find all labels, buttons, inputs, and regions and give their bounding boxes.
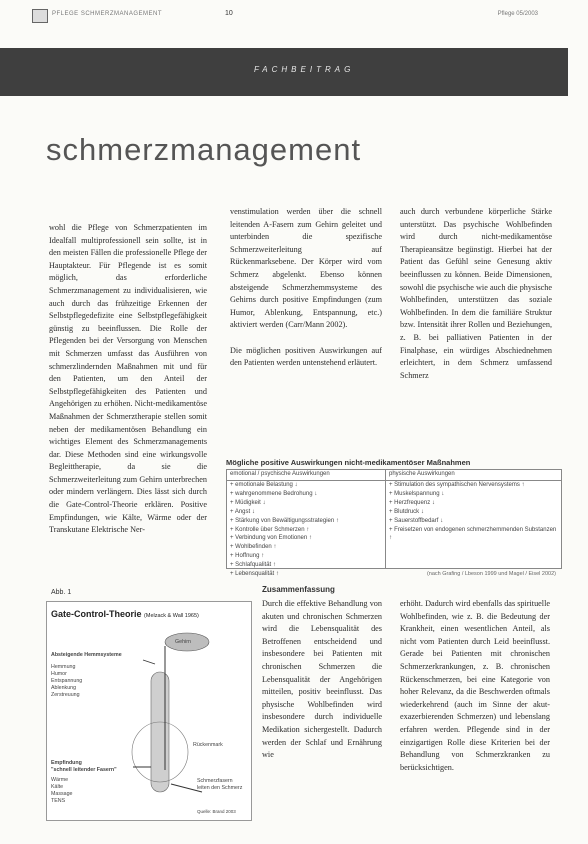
descending-arrow xyxy=(143,660,155,664)
table-right-header: physische Auswirkungen xyxy=(389,471,455,477)
magazine-logo xyxy=(32,9,48,23)
body-column-2: venstimulation werden über die schnell leitenden A-Fasern zum Gehirn geleitet und unterbinden die spezifische Schmerzweiterleitung auf Rückenmarksebene. Der Körper wird vom Schmerz abgelenkt. Ebenso können absteigende Schmerzhemmsysteme des Gehirns durch positive Empfindungen (zum Humor, Ablenkung, Entspannung, etc.) aktiviert werden (Carr/Mann 2002). Die möglichen positiven Auswirkungen auf den Patienten werden untenstehend erläutert. xyxy=(230,207,382,368)
table-right-items xyxy=(389,481,557,543)
figure-label: Abb. 1 xyxy=(51,589,72,596)
body-column-3: auch durch verbundene körperliche Stärke unterstützt. Das psychische Wohlbefinden wird durch nicht-medikamentöse Therapieansätze begünstigt. Hierbei hat der Patient das Gefühl seine Genesung aktiv beeinflussen zu können. Beide Dimensionen, sowohl die psychische wie auch die physische Wohlbefinden, unterstützen das soziale Wohlbefinden. In dem die familiäre Struktur bzw. Intensität ihrer Rollen und Beziehungen, z. B. bei palliativen Patienten in der Finalphase, ein würdiges Abschiednehmen erleichtert, in dem Schmerz umfassend Schmerz xyxy=(400,207,552,380)
figure-credit: Quelle: Brand 2003 xyxy=(197,809,236,814)
gate-control-figure xyxy=(46,589,252,821)
right-item: + Stimulation des sympathischen Nervensystems ↑ xyxy=(389,481,557,490)
left-item: + Verbindung von Emotionen ↑ xyxy=(230,534,382,543)
left-item: + emotionale Belastung ↓ xyxy=(230,481,382,490)
right-item: + Freisetzen von endogenen schmerzhemmenden Substanzen ↑ xyxy=(389,526,557,544)
summary-heading: Zusammenfassung xyxy=(262,585,335,594)
left-item: + wahrgenommene Bedrohung ↓ xyxy=(230,490,382,499)
page-header xyxy=(20,8,568,22)
spinal-cord-shape xyxy=(151,672,169,792)
descending-items: Hemmung Humor Entspannung Ablenkung Zerstreuung xyxy=(51,664,83,698)
fast-fiber-heading: Empfindung "schnell leitender Fasern" xyxy=(51,760,117,773)
figure-title-text: Gate-Control-Theorie xyxy=(51,609,142,619)
table-right-column xyxy=(389,471,557,543)
effects-table xyxy=(226,458,562,580)
table-source: (nach Grafing / Lbeson 1999 und Magel / Eisel 2002) xyxy=(426,571,556,577)
right-item: + Sauerstoffbedarf ↓ xyxy=(389,517,557,526)
left-item: + Stärkung von Bewältigungsstrategien ↑ xyxy=(230,517,382,526)
left-item: + Schlafqualität ↑ xyxy=(230,561,382,570)
body-column-1: wohl die Pflege von Schmerzpatienten im Idealfall multiprofessionell sein sollte, ist in den meisten Fällen die professionelle Pflege der Hauptakteur. Für Pflegende ist es somit möglich, das erforderliche Schmerzmanagement zu individualisieren, wie auch durch das frühzeitige Erkennen der Selbstpflegedefizite eine Selbstpflegefähigkeit günstig zu beeinflussen. Die Rolle der Pflegenden bei der Versorgung von Menschen mit Schmerzen umfasst das Ausführen von schmerzlindernden Maßnahmen mit und für den Patienten, um den Anteil der Selbstpflegefähigkeiten des Patienten und Angehörigen zu erhöhen. Nicht-medikamentöse Maßnahmen der Schmerztherapie stellen somit neben der medikamentösen Behandlung ein wichtiges Element des Schmerzmanagements dar. Diese Methoden sind eine wirkungsvolle Begleittherapie, da sie die Schmerzweiterleitung zum Gehirn unterbrechen oder mindern verlängern. Dies lässt sich durch die Gate-Control-Theorie erklären. Positive Empfindungen, wie Kälte, Wärme oder der Transkutane Elektrische Ner- xyxy=(49,223,207,535)
left-item: + Lebensqualität ↑ xyxy=(230,570,382,579)
table-title: Mögliche positive Auswirkungen nicht-medikamentöser Maßnahmen xyxy=(226,458,471,467)
table-left-column xyxy=(230,471,382,579)
descending-heading: Absteigende Hemmsysteme xyxy=(51,652,122,658)
page-number: 10 xyxy=(225,10,233,17)
table-left-header: emotional / psychische Auswirkungen xyxy=(230,471,330,477)
category-label: FACHBEITRAG xyxy=(254,65,355,74)
pain-fiber-label: Schmerzfasern leiten den Schmerz xyxy=(197,778,243,791)
body-column-2b: Durch die effektive Behandlung von akuten und chronischen Schmerzen wird die Lebensqualität des Betroffenen entscheidend und insbesondere bei Patienten mit chronischen Schmerzen die Lebensqualität der Angehörigen mitteilen, positiv beeinflusst. Das physische Wohlbefinden wird insbesondere durch individuelle Medikation sichergestellt. Dadurch werden der Schlaf und Ernährung wie xyxy=(262,599,382,760)
left-item: + Hoffnung ↑ xyxy=(230,552,382,561)
spinal-cord-label: Rückenmark xyxy=(193,742,223,748)
table-left-items xyxy=(230,481,382,579)
right-item: + Herzfrequenz ↓ xyxy=(389,499,557,508)
magazine-name: PFLEGE SCHMERZMANAGEMENT xyxy=(52,11,163,17)
right-item: + Blutdruck ↓ xyxy=(389,508,557,517)
category-band xyxy=(0,48,568,96)
left-item: + Kontrolle über Schmerzen ↑ xyxy=(230,526,382,535)
issue-label: Pflege 05/2003 xyxy=(497,11,538,17)
table-divider xyxy=(385,470,386,568)
fast-fiber-items: Wärme Kälte Massage TENS xyxy=(51,777,73,804)
left-item: + Müdigkeit ↓ xyxy=(230,499,382,508)
body-column-3b: erhöht. Dadurch wird ebenfalls das spirituelle Wohlbefinden, wie z. B. die Bedeutung der Krankheit, einen wesentlichen Anteil, als nicht vom Patienten durch Leid beeinflusst. Gerade bei Patienten mit chronischen Schmerzerkrankungen, z. B. chronischen Rückenschmerzen, bei eine Kategorie von hoher Relevanz, da die Beschwerden oftmals wiederkehrend (auch im Sinne der akut-exazerbierenden Schmerzen) und lebenslang erfahren werden. Pflegende sind in der einzigartigen Rolle diese Kriterien bei der Behandlung von Schmerzkranken zu berücksichtigen. xyxy=(400,599,550,772)
left-item: + Angst ↓ xyxy=(230,508,382,517)
article-title: schmerzmanagement xyxy=(46,132,362,167)
left-item: + Wohlbefinden ↑ xyxy=(230,543,382,552)
figure-subtitle: (Melzack & Wall 1965) xyxy=(144,613,199,619)
right-item: + Muskelspannung ↓ xyxy=(389,490,557,499)
brain-label: Gehirn xyxy=(175,639,191,645)
